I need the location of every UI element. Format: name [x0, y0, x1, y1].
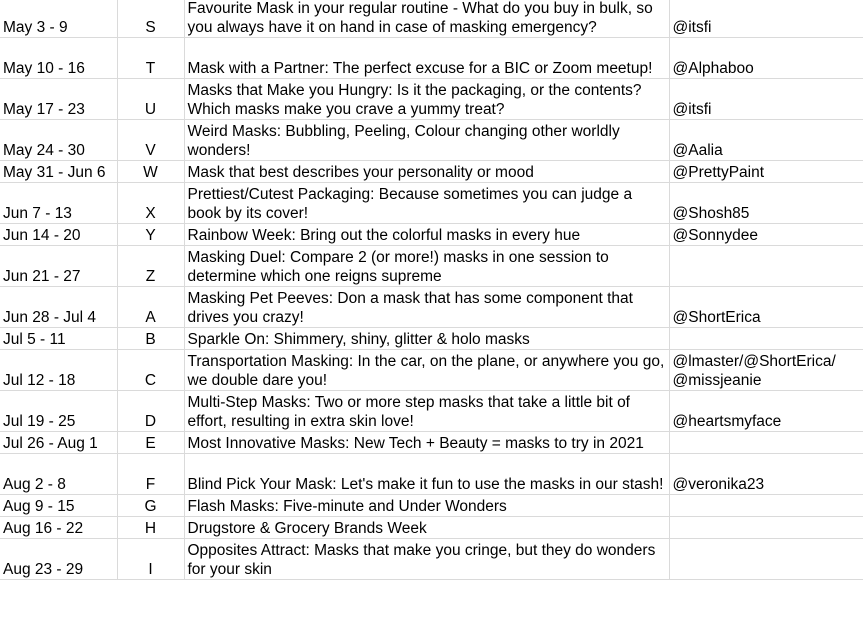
host-name: @missjeanie [672, 372, 762, 389]
host-cell[interactable] [669, 495, 863, 517]
theme-cell[interactable]: Prettiest/Cutest Packaging: Because sometimes you can judge a book by its cover! [184, 183, 669, 224]
table-row [0, 495, 863, 517]
letter-cell[interactable]: U [117, 79, 184, 120]
theme-cell[interactable]: Blind Pick Your Mask: Let's make it fun to use the masks in our stash! [184, 454, 669, 495]
host-cell[interactable] [669, 161, 863, 183]
table-row [0, 391, 863, 432]
host-cell[interactable] [669, 0, 863, 38]
table-row [0, 539, 863, 580]
table-row [0, 287, 863, 328]
letter-cell[interactable]: A [117, 287, 184, 328]
week-date-cell[interactable]: Jul 12 - 18 [0, 350, 117, 391]
letter-cell[interactable]: H [117, 517, 184, 539]
theme-cell[interactable]: Masking Pet Peeves: Don a mask that has some component that drives you crazy! [184, 287, 669, 328]
table-row [0, 246, 863, 287]
host-name: @lmaster/@ShortErica/ [672, 353, 836, 370]
table-row [0, 224, 863, 246]
theme-cell[interactable]: Most Innovative Masks: New Tech + Beauty = masks to try in 2021 [184, 432, 669, 454]
table-row [0, 350, 863, 391]
week-date-cell[interactable]: Jul 26 - Aug 1 [0, 432, 117, 454]
table-row [0, 0, 863, 38]
week-date-cell[interactable]: Jul 19 - 25 [0, 391, 117, 432]
host-cell[interactable] [669, 246, 863, 287]
host-name: @heartsmyface [672, 413, 782, 430]
host-name: @Aalia [672, 142, 723, 159]
table-row [0, 454, 863, 495]
letter-cell[interactable]: B [117, 328, 184, 350]
letter-cell[interactable]: I [117, 539, 184, 580]
host-cell[interactable] [669, 79, 863, 120]
table-row [0, 120, 863, 161]
theme-cell[interactable]: Favourite Mask in your regular routine - What do you buy in bulk, so you always have it on hand in case of masking emergency? [184, 0, 669, 38]
host-cell[interactable] [669, 183, 863, 224]
table-row [0, 328, 863, 350]
table-row [0, 432, 863, 454]
host-cell[interactable] [669, 454, 863, 495]
theme-cell[interactable]: Weird Masks: Bubbling, Peeling, Colour changing other worldly wonders! [184, 120, 669, 161]
week-date-cell[interactable]: Aug 23 - 29 [0, 539, 117, 580]
letter-cell[interactable]: G [117, 495, 184, 517]
letter-cell[interactable]: Y [117, 224, 184, 246]
week-date-cell[interactable]: May 24 - 30 [0, 120, 117, 161]
letter-cell[interactable]: S [117, 0, 184, 38]
week-date-cell[interactable]: May 3 - 9 [0, 0, 117, 38]
theme-cell[interactable]: Sparkle On: Shimmery, shiny, glitter & holo masks [184, 328, 669, 350]
week-date-cell[interactable]: Jun 21 - 27 [0, 246, 117, 287]
week-date-cell[interactable]: Aug 16 - 22 [0, 517, 117, 539]
host-name: @itsfi [672, 101, 712, 118]
letter-cell[interactable]: V [117, 120, 184, 161]
table-row [0, 517, 863, 539]
host-name: @ShortErica [672, 309, 761, 326]
week-date-cell[interactable]: Aug 9 - 15 [0, 495, 117, 517]
host-cell[interactable] [669, 391, 863, 432]
theme-cell[interactable]: Mask with a Partner: The perfect excuse for a BIC or Zoom meetup! [184, 38, 669, 79]
host-name: @Sonnydee [672, 227, 759, 244]
table-row [0, 161, 863, 183]
theme-cell[interactable]: Drugstore & Grocery Brands Week [184, 517, 669, 539]
week-date-cell[interactable]: Jun 28 - Jul 4 [0, 287, 117, 328]
host-cell[interactable] [669, 287, 863, 328]
host-cell[interactable] [669, 120, 863, 161]
letter-cell[interactable]: T [117, 38, 184, 79]
letter-cell[interactable]: X [117, 183, 184, 224]
letter-cell[interactable]: C [117, 350, 184, 391]
week-date-cell[interactable]: May 10 - 16 [0, 38, 117, 79]
host-cell[interactable] [669, 432, 863, 454]
letter-cell[interactable]: W [117, 161, 184, 183]
theme-cell[interactable]: Mask that best describes your personality or mood [184, 161, 669, 183]
host-cell[interactable] [669, 517, 863, 539]
host-name: @Alphaboo [672, 60, 754, 77]
week-date-cell[interactable]: May 31 - Jun 6 [0, 161, 117, 183]
table-row [0, 79, 863, 120]
theme-cell[interactable]: Masks that Make you Hungry: Is it the packaging, or the contents? Which masks make you crave a yummy treat? [184, 79, 669, 120]
theme-cell[interactable]: Opposites Attract: Masks that make you cringe, but they do wonders for your skin [184, 539, 669, 580]
letter-cell[interactable]: E [117, 432, 184, 454]
host-cell[interactable] [669, 38, 863, 79]
table-row [0, 38, 863, 79]
theme-cell[interactable]: Multi-Step Masks: Two or more step masks that take a little bit of effort, resulting in extra skin love! [184, 391, 669, 432]
host-name: @Shosh85 [672, 205, 750, 222]
week-date-cell[interactable]: Aug 2 - 8 [0, 454, 117, 495]
week-date-cell[interactable]: Jul 5 - 11 [0, 328, 117, 350]
week-date-cell[interactable]: Jun 7 - 13 [0, 183, 117, 224]
host-name: @veronika23 [672, 476, 765, 493]
host-cell[interactable] [669, 224, 863, 246]
host-cell[interactable] [669, 328, 863, 350]
theme-cell[interactable]: Rainbow Week: Bring out the colorful masks in every hue [184, 224, 669, 246]
week-date-cell[interactable]: May 17 - 23 [0, 79, 117, 120]
host-cell[interactable] [669, 539, 863, 580]
table-row [0, 183, 863, 224]
letter-cell[interactable]: D [117, 391, 184, 432]
host-cell[interactable] [669, 350, 863, 391]
theme-cell[interactable]: Transportation Masking: In the car, on the plane, or anywhere you go, we double dare you! [184, 350, 669, 391]
theme-cell[interactable]: Masking Duel: Compare 2 (or more!) masks in one session to determine which one reigns supreme [184, 246, 669, 287]
host-name: @PrettyPaint [672, 164, 765, 181]
week-date-cell[interactable]: Jun 14 - 20 [0, 224, 117, 246]
letter-cell[interactable]: F [117, 454, 184, 495]
theme-cell[interactable]: Flash Masks: Five-minute and Under Wonders [184, 495, 669, 517]
letter-cell[interactable]: Z [117, 246, 184, 287]
host-name: @itsfi [672, 19, 712, 36]
